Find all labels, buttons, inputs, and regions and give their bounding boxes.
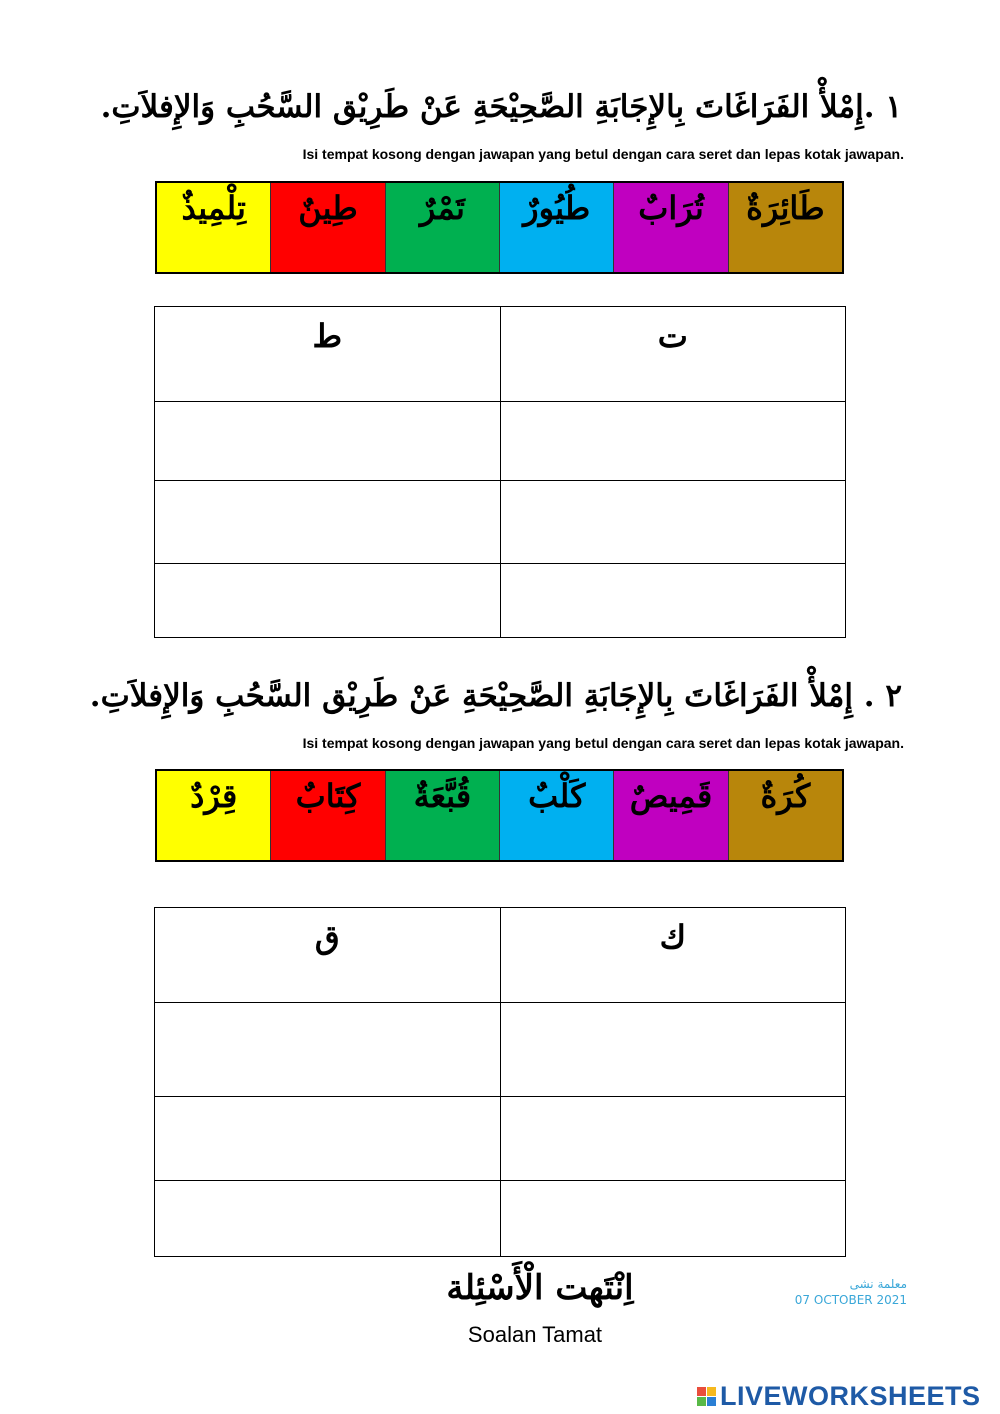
question-1-sort-table [154,306,846,638]
word-tile[interactable]: قِرْدٌ [157,771,270,860]
word-tile[interactable]: قَمِيصٌ [613,771,727,860]
column-header-tha: ط [155,307,501,402]
question-2-word-bank [155,769,844,862]
question-2-title: ٢ . إِمْلأْ الفَرَاغَاتَ بِالإِجَابَةِ الصَّحِيْحَةِ عَنْ طَرِيْق السَّحُبِ وَالإِفلاَتِ. [89,678,902,714]
word-tile[interactable]: قُبَّعَةٌ [385,771,499,860]
word-tile[interactable]: كُرَةٌ [728,771,842,860]
question-1-instruction: Isi tempat kosong dengan jawapan yang betul dengan cara seret dan lepas kotak jawapan. [302,146,904,162]
column-header-kaf: ك [500,908,846,1003]
liveworksheets-brand[interactable] [697,1381,981,1412]
question-1-word-bank [155,181,844,274]
teacher-name: معلمة نشى [849,1277,907,1291]
word-tile[interactable]: طَائِرَةٌ [728,183,842,272]
word-tile[interactable]: كَلْبٌ [499,771,613,860]
column-header-ta: ت [500,307,846,402]
liveworksheets-wordmark: LIVEWORKSHEETS [720,1381,981,1411]
drop-zone[interactable] [155,1003,501,1097]
word-tile[interactable]: طِينٌ [270,183,384,272]
question-1-title: ١ .إِمْلأْ الفَرَاغَاتَ بِالإِجَابَةِ الصَّحِيْحَةِ عَنْ طَرِيْق السَّحُبِ وَالإِفلاَتِ. [100,89,902,125]
word-tile[interactable]: طُيُورٌ [499,183,613,272]
liveworksheets-logo-icon [697,1387,716,1406]
drop-zone[interactable] [500,1181,846,1257]
drop-zone[interactable] [500,481,846,564]
drop-zone[interactable] [500,1003,846,1097]
question-2-instruction: Isi tempat kosong dengan jawapan yang betul dengan cara seret dan lepas kotak jawapan. [302,735,904,751]
teacher-credit [795,1276,907,1308]
word-tile[interactable]: كِتَابٌ [270,771,384,860]
word-tile[interactable]: تِلْمِيذٌ [157,183,270,272]
end-of-questions-malay: Soalan Tamat [467,1322,603,1347]
drop-zone[interactable] [155,402,501,481]
drop-zone[interactable] [155,564,501,638]
drop-zone[interactable] [500,1097,846,1181]
word-tile[interactable]: تُرَابٌ [613,183,727,272]
drop-zone[interactable] [155,481,501,564]
end-of-questions-arabic: اِنْتَهت الْأَسْئِلة [446,1268,634,1308]
drop-zone[interactable] [155,1097,501,1181]
worksheet-date: 07 OCTOBER 2021 [794,1293,907,1307]
drop-zone[interactable] [500,564,846,638]
column-header-qaf: ق [155,908,501,1003]
word-tile[interactable]: تَمْرٌ [385,183,499,272]
question-2-sort-table [154,907,846,1257]
drop-zone[interactable] [155,1181,501,1257]
drop-zone[interactable] [500,402,846,481]
